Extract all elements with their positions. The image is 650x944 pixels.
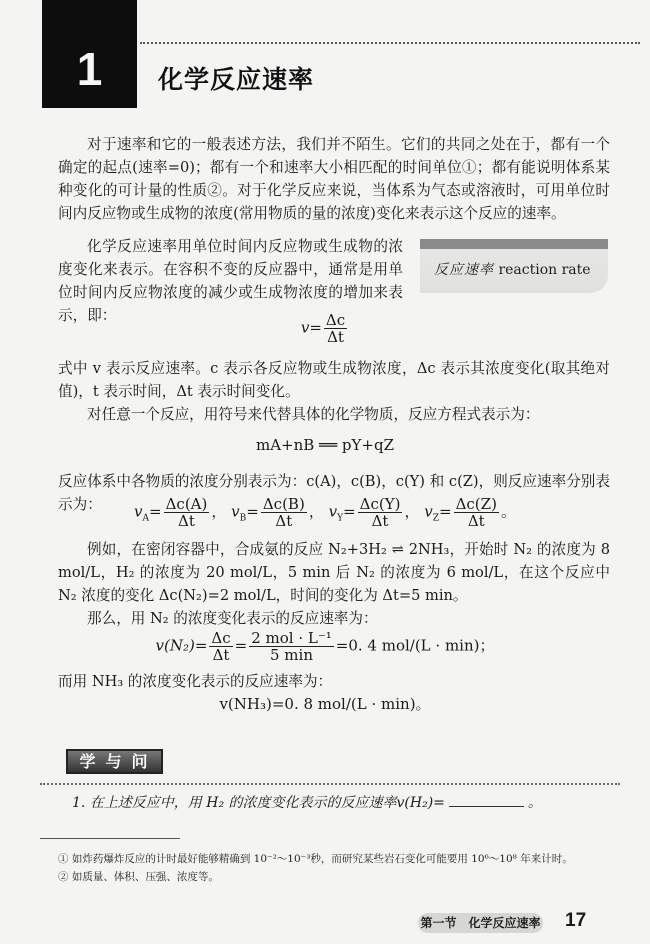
fraction [164,496,210,529]
denominator: Δt [275,512,293,530]
sidebar-header-bar [420,239,608,249]
equation-lhs: v= [300,318,322,337]
denominator: Δt [327,328,344,346]
term-english: reaction rate [498,262,591,278]
paragraph-example [58,538,610,630]
section-badge-learn-and-ask: 学与问 [66,749,163,774]
paragraph: 对任意一个反应，用符号来代替具体的化学物质，反应方程式表示为： [87,406,540,423]
paragraph: 例如，在密闭容器中，合成氨的反应 N₂+3H₂ ⇌ 2NH₃，开始时 N₂ 的浓度为 8 mol/L，H₂ 的浓度为 20 mol/L，5 min 后 N₂ 的浓度为 6 mol/L，在这个反应中 N₂ 浓度的变化 Δc(N₂)=2 mol/L，时间的变化为 Δt=5 min。 [58,541,610,604]
denominator: Δt [212,646,230,664]
numerator: Δc [325,311,346,329]
numerator: Δc [211,629,231,647]
equation-nh3-rate: v(NH₃)=0. 8 mol/(L · min)。 [219,695,431,713]
subscript: Y [337,513,344,524]
denominator: Δt [467,512,485,530]
footnote-2: ② 如质量、体积、压强、浓度等。 [58,871,219,883]
equation-lhs: v(N₂)= [155,636,208,655]
paragraph-intro [58,133,610,225]
numerator: Δc(Y) [359,495,401,513]
chapter-number-block [42,0,137,108]
rate-symbol: v [328,502,338,521]
rate-symbol: v [424,502,433,521]
numerator: 2 mol · L⁻¹ [251,629,332,647]
paragraph: 那么，用 N₂ 的浓度变化表示的反应速率为： [87,610,378,627]
glossary-term [434,259,591,279]
equation-rates: $v_A=$ $\frac{\Delta c(A)}{\Delta t}$ ， $v_B=$ $\frac{\Delta c(B)}{\Delta t}$ ， $v_Y=$ $\frac{\Delta c(Y)}{\Delta t}$ ， $v_Z=$ $\frac{\Delta c(Z)}{\Delta t}$ 。 [134,495,516,530]
exercise-question [72,792,542,812]
paragraph: 化学反应速率用单位时间内反应物或生成物的浓度变化来表示。在容积不变的反应器中，通常是用单位时间内反应物浓度的减少或生成物浓度的增加来表示，即： [58,238,403,324]
paragraph-explanation [58,357,610,426]
page-number: 17 [565,910,587,931]
fraction [209,630,232,663]
paragraph: 对于速率和它的一般表述方法，我们并不陌生。它们的共同之处在于，都有一个确定的起点(速率=0)；都有一个和速率大小相匹配的时间单位①；都有能说明体系某种变化的可计量的性质②。对于化学反应来说，当体系为气态或溶液时，可用单位时间内反应物或生成物的浓度(常用物质的量的浓度)变化来表示这个反应的速率。 [58,136,610,222]
equation-rate-definition [0,312,650,345]
question-end: 。 [527,795,542,811]
fraction [249,630,334,663]
glossary-sidebar [420,239,608,293]
numerator: Δc(B) [262,495,305,513]
equation-result: =0. 4 mol/(L · min)； [335,636,495,655]
rate-symbol: v [231,502,240,521]
chapter-title: 化学反应速率 [158,65,315,94]
fraction [324,312,347,345]
question-text: 1. 在上述反应中，用 H₂ 的浓度变化表示的反应速率v(H₂)= [72,795,445,811]
subscript: B [239,513,247,524]
term-chinese: 反应速率 [434,262,494,278]
paragraph: 而用 NH₃ 的浓度变化表示的反应速率为： [58,673,333,690]
subscript: A [142,513,150,524]
footnotes [58,850,573,886]
section-dotted-divider [40,783,620,785]
header-dotted-divider [140,42,640,44]
equation-general-reaction: mA+nB ══ pY+qZ [255,436,394,454]
equation-n2-rate: v(N₂)= $\frac{\Delta c}{\Delta t}$ = $\frac{\text{2 mol · L⁻¹}}{5 \min}$ =0. 4 mol/(L · min)； [155,629,495,664]
numerator: Δc(A) [165,495,208,513]
numerator: Δc(Z) [455,495,497,513]
fraction [261,496,307,529]
paragraph: 反应体系中各物质的浓度分别表示为：c(A)，c(B)，c(Y) 和 c(Z)，则反应速率分别表示为： [58,473,610,513]
rate-symbol: v [134,502,143,521]
footnote-1: ① 如炸药爆炸反应的计时最好能够精确到 10⁻²～10⁻³秒，而研究某些岩石变化可能要用 10⁶～10⁸ 年来计时。 [58,853,573,865]
answer-blank[interactable] [449,806,524,807]
chapter-number: 1 [76,43,103,95]
denominator: 5 min [269,646,313,664]
fraction [358,496,403,529]
denominator: Δt [178,512,195,530]
subscript: Z [432,513,439,524]
fraction [454,496,499,529]
paragraph: 式中 v 表示反应速率。c 表示各反应物或生成物浓度，Δc 表示其浓度变化(取其绝对值)，t 表示时间，Δt 表示时间变化。 [58,360,610,400]
footer-section-label: 第一节 化学反应速率 [418,913,543,933]
footnote-divider [40,838,180,839]
paragraph-nh3 [58,670,610,693]
denominator: Δt [371,512,389,530]
